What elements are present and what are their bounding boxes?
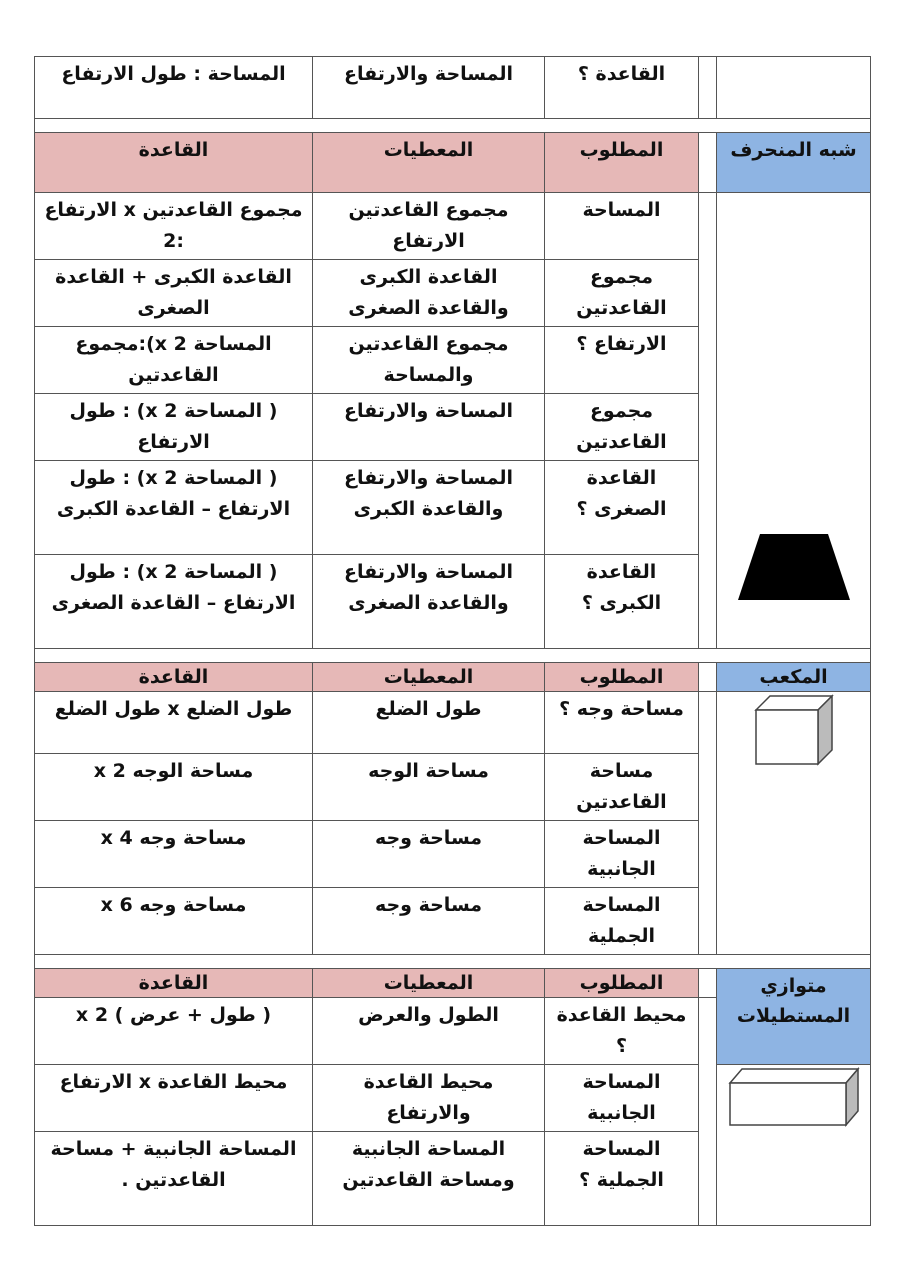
header-rule: القاعدة — [35, 663, 313, 692]
section-title-cube: المكعب — [717, 663, 871, 692]
given-cell: محيط القاعدة والارتفاع — [313, 1065, 545, 1132]
cuboid-shape-cell — [717, 1065, 871, 1226]
rule-cell: ( المساحة 2 x) : طول الارتفاع — [35, 394, 313, 461]
header-rule: القاعدة — [35, 969, 313, 998]
cuboid-icon — [728, 1067, 860, 1127]
header-required: المطلوب — [545, 969, 699, 998]
rule-cell: المساحة الجانبية + مساحة القاعدتين . — [35, 1132, 313, 1226]
required-cell: المساحة الجانبية — [545, 821, 699, 888]
rule-cell: مساحة وجه 4 x — [35, 821, 313, 888]
given-cell: مساحة وجه — [313, 821, 545, 888]
rule-cell: المساحة : طول الارتفاع — [35, 57, 313, 119]
section-title-trapezoid: شبه المنحرف — [717, 133, 871, 193]
cube-shape-cell — [717, 692, 871, 955]
required-cell: الارتفاع ؟ — [545, 327, 699, 394]
header-required: المطلوب — [545, 133, 699, 193]
gap-cell — [699, 193, 717, 649]
rule-cell: ( طول + عرض ) 2 x — [35, 998, 313, 1065]
gap-cell — [699, 663, 717, 692]
gap-cell — [699, 133, 717, 193]
rule-cell: ( المساحة 2 x) : طول الارتفاع – القاعدة الكبرى — [35, 461, 313, 555]
gap-cell — [699, 57, 717, 119]
required-cell: مجموع القاعدتين — [545, 394, 699, 461]
section-divider — [35, 649, 871, 663]
table-row — [35, 57, 871, 119]
required-cell: المساحة الجملية ؟ — [545, 1132, 699, 1226]
section-header-row — [35, 663, 871, 692]
given-cell: المساحة والارتفاع والقاعدة الصغرى — [313, 555, 545, 649]
cube-icon — [754, 694, 834, 766]
gap-cell — [699, 998, 717, 1226]
given-cell: مساحة الوجه — [313, 754, 545, 821]
given-cell: المساحة والارتفاع — [313, 57, 545, 119]
section-header-row — [35, 133, 871, 193]
given-cell: مساحة وجه — [313, 888, 545, 955]
geometry-rules-table — [34, 56, 871, 1226]
trapezoid-icon — [736, 532, 852, 602]
required-cell: مساحة وجه ؟ — [545, 692, 699, 754]
section-header-row — [35, 969, 871, 998]
given-cell: المساحة الجانبية ومساحة القاعدتين — [313, 1132, 545, 1226]
section-title-cuboid: متوازي المستطيلات — [717, 969, 871, 1065]
required-cell: مساحة القاعدتين — [545, 754, 699, 821]
required-cell: القاعدة الصغرى ؟ — [545, 461, 699, 555]
rule-cell: محيط القاعدة x الارتفاع — [35, 1065, 313, 1132]
gap-cell — [699, 692, 717, 955]
rule-cell: مساحة الوجه 2 x — [35, 754, 313, 821]
given-cell: طول الضلع — [313, 692, 545, 754]
header-rule: القاعدة — [35, 133, 313, 193]
required-cell: المساحة الجانبية — [545, 1065, 699, 1132]
given-cell: المساحة والارتفاع — [313, 394, 545, 461]
section-divider — [35, 119, 871, 133]
required-cell: محيط القاعدة ؟ — [545, 998, 699, 1065]
rule-cell: مساحة وجه 6 x — [35, 888, 313, 955]
rule-cell: طول الضلع x طول الضلع — [35, 692, 313, 754]
section-divider — [35, 955, 871, 969]
header-given: المعطيات — [313, 133, 545, 193]
header-given: المعطيات — [313, 663, 545, 692]
header-given: المعطيات — [313, 969, 545, 998]
table-row — [35, 692, 871, 754]
gap-cell — [699, 969, 717, 998]
shape-cell — [717, 57, 871, 119]
given-cell: المساحة والارتفاع والقاعدة الكبرى — [313, 461, 545, 555]
header-required: المطلوب — [545, 663, 699, 692]
trapezoid-shape-cell — [717, 193, 871, 649]
required-cell: المساحة — [545, 193, 699, 260]
required-cell: المساحة الجملية — [545, 888, 699, 955]
rule-cell: مجموع القاعدتين x الارتفاع :2 — [35, 193, 313, 260]
table-row — [35, 193, 871, 260]
given-cell: مجموع القاعدتين الارتفاع — [313, 193, 545, 260]
required-cell: القاعدة الكبرى ؟ — [545, 555, 699, 649]
given-cell: القاعدة الكبرى والقاعدة الصغرى — [313, 260, 545, 327]
required-cell: مجموع القاعدتين — [545, 260, 699, 327]
given-cell: مجموع القاعدتين والمساحة — [313, 327, 545, 394]
table-row — [35, 1065, 871, 1132]
rule-cell: المساحة 2 x):مجموع القاعدتين — [35, 327, 313, 394]
rule-cell: ( المساحة 2 x) : طول الارتفاع – القاعدة الصغرى — [35, 555, 313, 649]
required-cell: القاعدة ؟ — [545, 57, 699, 119]
given-cell: الطول والعرض — [313, 998, 545, 1065]
rule-cell: القاعدة الكبرى + القاعدة الصغرى — [35, 260, 313, 327]
